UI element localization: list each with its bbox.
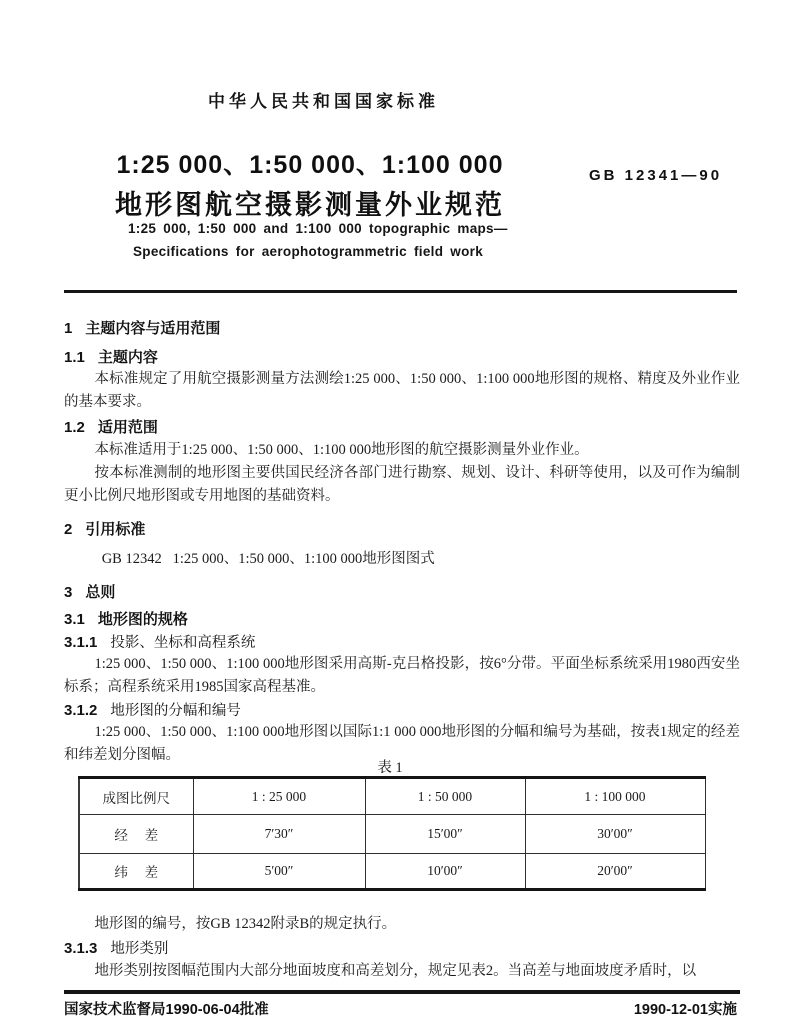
section-3-1-heading xyxy=(64,608,188,629)
paragraph-1-2b: 按本标准测制的地形图主要供国民经济各部门进行勘察、规划、设计、科研等使用，以及可作为编制更小比例尺地形图或专用地图的基础资料。 xyxy=(64,465,740,504)
section-3-1-3-title: 地形类别 xyxy=(110,941,169,957)
national-standard-label: 中华人民共和国国家标准 xyxy=(208,92,439,111)
section-3-1-1-title: 投影、坐标和高程系统 xyxy=(110,635,256,651)
paragraph-2-reference: GB 12342 1:25 000、1:50 000、1:100 000地形图图式 xyxy=(101,551,435,567)
title-en-line2: Specifications for aerophotogrammetric field work xyxy=(133,244,484,259)
table1 xyxy=(78,776,706,891)
section-1-heading xyxy=(64,317,220,338)
section-3-1-2-number: 3.1.2 xyxy=(64,702,98,719)
section-1-2-number: 1.2 xyxy=(64,419,85,436)
footer-approval: 国家技术监督局1990-06-04批准 xyxy=(64,1002,269,1018)
section-3-1-2-heading xyxy=(64,699,241,720)
section-1-1-heading xyxy=(64,346,158,367)
paragraph-3-1-3: 地形类别按图幅范围内大部分地面坡度和高差划分，规定见表2。当高差与地面坡度矛盾时，以 xyxy=(94,963,697,979)
table1-cell-lat-label: 纬 差 xyxy=(79,854,193,890)
table1-cell-lon-100000: 30′00″ xyxy=(525,815,705,854)
header-divider-rule xyxy=(64,290,737,293)
table1-cell-lon-25000: 7′30″ xyxy=(193,815,365,854)
section-3-title: 总则 xyxy=(85,584,116,601)
section-1-title: 主题内容与适用范围 xyxy=(85,320,221,337)
paragraph-3-1-2: 1:25 000、1:50 000、1:100 000地形图以国际1:1 000 000地形图的分幅和编号为基础，按表1规定的经差和纬差划分图幅。 xyxy=(64,724,740,763)
table1-cell-lat-50000: 10′00″ xyxy=(365,854,525,890)
section-3-1-3-heading xyxy=(64,937,168,958)
table1-cell-lon-50000: 15′00″ xyxy=(365,815,525,854)
footer-divider-rule xyxy=(64,990,740,994)
table1-caption: 表 1 xyxy=(377,760,403,776)
table1-cell-lat-25000: 5′00″ xyxy=(193,854,365,890)
section-3-1-2-title: 地形图的分幅和编号 xyxy=(110,703,241,719)
section-1-1-number: 1.1 xyxy=(64,349,85,366)
table1-row-latitude-diff xyxy=(79,854,705,890)
title-cn-line2: 地形图航空摄影测量外业规范 xyxy=(115,190,505,220)
document-title-cn xyxy=(70,145,550,222)
title-en-line1: 1:25 000, 1:50 000 and 1:100 000 topographic maps— xyxy=(128,221,508,236)
section-3-1-title: 地形图的规格 xyxy=(97,611,188,628)
standard-number: GB 12341—90 xyxy=(589,167,723,184)
section-2-number: 2 xyxy=(64,521,73,538)
section-1-1-title: 主题内容 xyxy=(97,349,158,366)
section-3-number: 3 xyxy=(64,584,73,601)
section-1-2-title: 适用范围 xyxy=(97,419,158,436)
section-3-1-1-heading xyxy=(64,631,255,652)
table1-cell-scale-100000: 1 : 100 000 xyxy=(525,778,705,815)
table1-cell-scale-label: 成图比例尺 xyxy=(79,778,193,815)
table1-cell-scale-50000: 1 : 50 000 xyxy=(365,778,525,815)
paragraph-after-table: 地形图的编号，按GB 12342附录B的规定执行。 xyxy=(94,916,397,932)
section-1-2-heading xyxy=(64,416,158,437)
section-3-heading xyxy=(64,581,115,602)
section-3-1-number: 3.1 xyxy=(64,611,85,628)
table1-row-longitude-diff xyxy=(79,815,705,854)
table1-cell-scale-25000: 1 : 25 000 xyxy=(193,778,365,815)
document-title-en xyxy=(128,221,508,259)
paragraph-1-1: 本标准规定了用航空摄影测量方法测绘1:25 000、1:50 000、1:100 000地形图的规格、精度及外业作业的基本要求。 xyxy=(64,371,740,410)
table1-cell-lon-label: 经 差 xyxy=(79,815,193,854)
paragraph-3-1-1: 1:25 000、1:50 000、1:100 000地形图采用高斯-克吕格投影，按6°分带。平面坐标系统采用1980西安坐标系；高程系统采用1985国家高程基准。 xyxy=(64,656,740,695)
title-cn-line1: 1:25 000、1:50 000、1:100 000 xyxy=(116,151,504,179)
table1-cell-lat-100000: 20′00″ xyxy=(525,854,705,890)
section-2-title: 引用标准 xyxy=(85,521,146,538)
section-2-heading xyxy=(64,518,145,539)
section-3-1-1-number: 3.1.1 xyxy=(64,634,98,651)
section-1-number: 1 xyxy=(64,320,73,337)
table1-row-scale xyxy=(79,778,705,815)
paragraph-1-2a: 本标准适用于1:25 000、1:50 000、1:100 000地形图的航空摄影测量外业作业。 xyxy=(94,442,589,458)
section-3-1-3-number: 3.1.3 xyxy=(64,940,98,957)
footer-implementation: 1990-12-01实施 xyxy=(633,1002,737,1018)
